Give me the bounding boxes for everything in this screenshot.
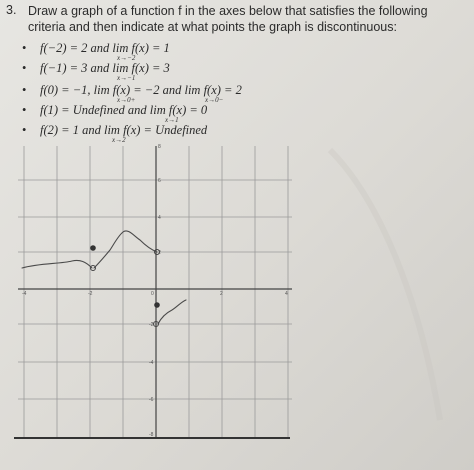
x-tick: -4: [22, 291, 27, 297]
y-tick: -4: [149, 360, 154, 366]
y-tick: 2: [158, 250, 161, 256]
x-tick: -2: [88, 291, 93, 297]
limit-subscript: x→0+: [117, 96, 136, 104]
x-tick: 2: [220, 291, 223, 297]
closed-point: [90, 245, 96, 251]
sketch-points: [90, 245, 160, 326]
y-tick: -8: [149, 432, 154, 438]
tick-labels: [22, 144, 288, 438]
criterion-text: f(2) = 1 and lim f(x) = Undefined: [40, 123, 208, 137]
y-tick: 8: [158, 144, 161, 150]
x-tick: 0: [151, 291, 154, 297]
y-tick: 6: [158, 178, 161, 184]
criterion-text: f(−1) = 3 and lim f(x) = 3: [40, 61, 170, 75]
limit-subscript: x→2: [112, 136, 126, 144]
bullet: •: [22, 103, 27, 117]
closed-point: [154, 302, 160, 308]
criterion-text: f(0) = −1, lim f(x) = −2 and lim f(x) = 2: [40, 83, 242, 97]
y-tick: -2: [149, 322, 154, 328]
question-number: 3.: [6, 3, 17, 17]
grid-lines: [18, 146, 292, 438]
bullet: •: [22, 41, 27, 55]
question-prompt: Draw a graph of a function f in the axes below that satisfies the following criteria and then indicate at what points the graph is discontinuous:: [28, 4, 428, 34]
criterion-text: f(−2) = 2 and lim f(x) = 1: [40, 41, 170, 55]
bullet: •: [22, 61, 27, 75]
curve-middle: [94, 231, 157, 268]
x-tick: 4: [285, 291, 288, 297]
bleed-through-mark: [330, 150, 440, 420]
limit-subscript: x→−2: [117, 54, 136, 62]
y-tick: -6: [149, 397, 154, 403]
limit-subscript: x→1: [165, 116, 179, 124]
student-sketch: [22, 231, 186, 324]
limit-subscript: x→0−: [205, 96, 224, 104]
limit-subscript: x→−1: [117, 74, 136, 82]
criterion-text: f(1) = Undefined and lim f(x) = 0: [40, 103, 208, 117]
y-tick: 4: [158, 215, 161, 221]
bullet: •: [22, 83, 27, 97]
curve-right: [158, 300, 186, 324]
bullet: •: [22, 123, 27, 137]
